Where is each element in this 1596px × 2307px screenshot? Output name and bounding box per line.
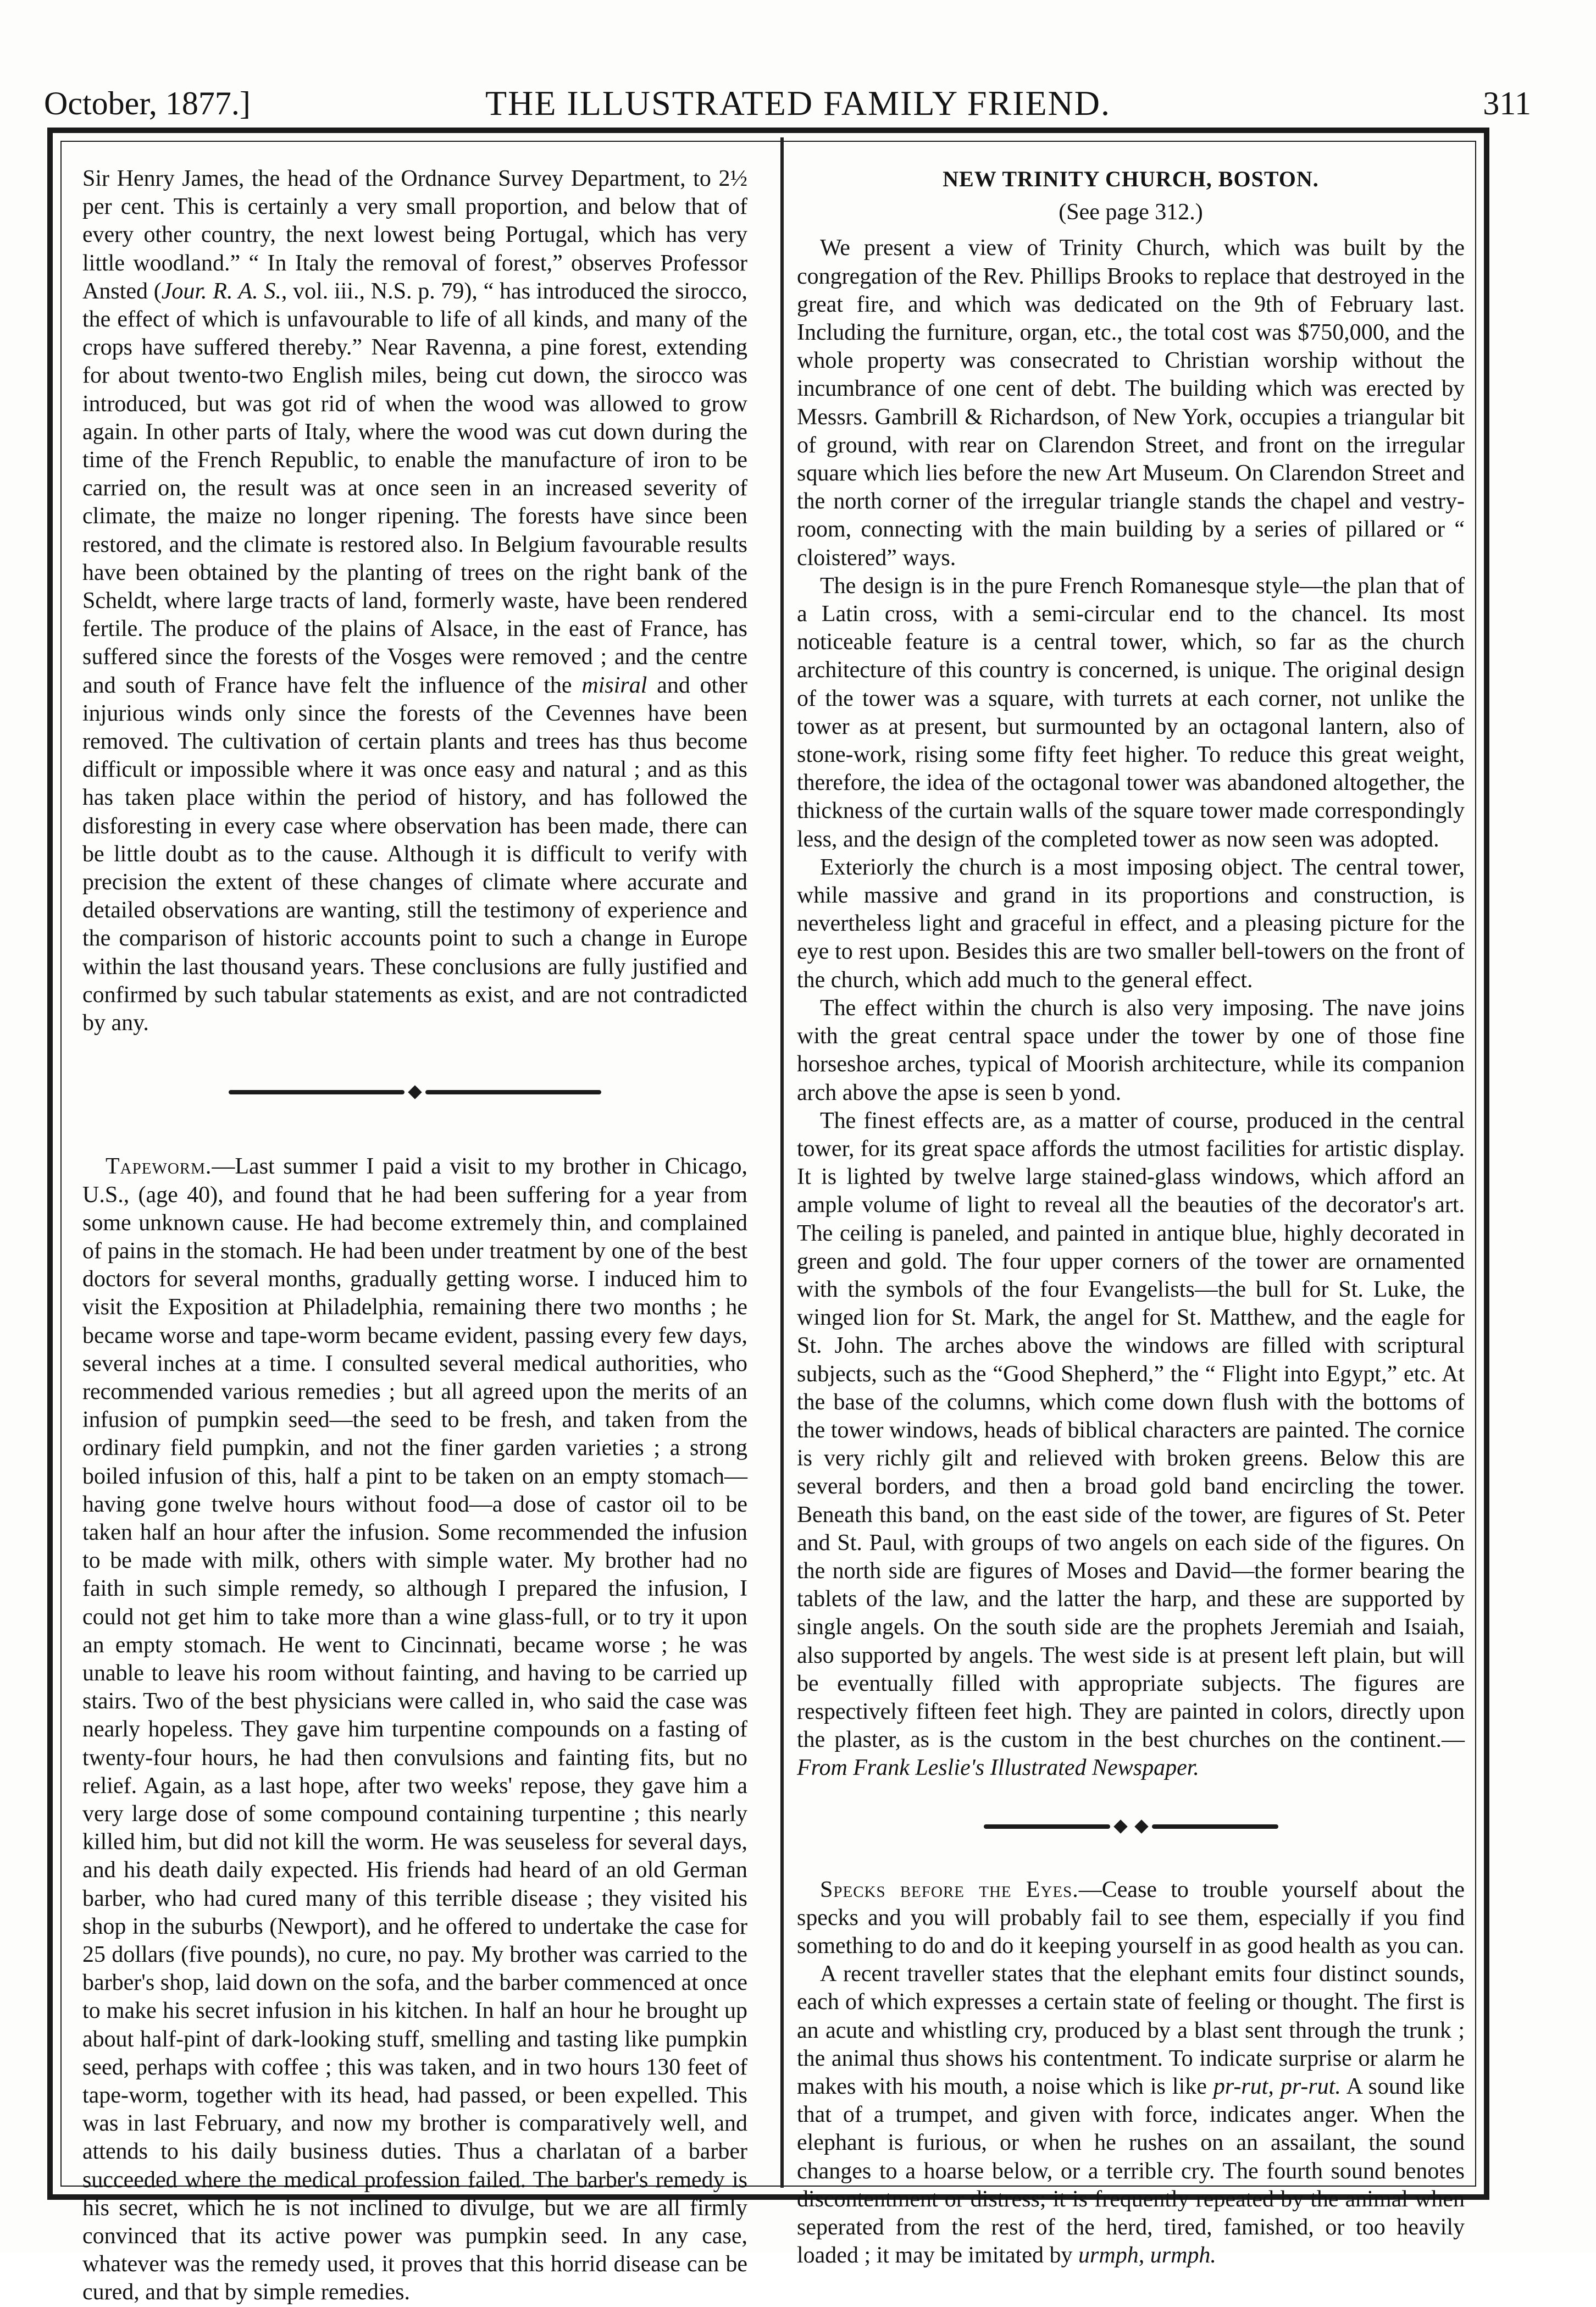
header-date: October, 1877.] xyxy=(44,85,251,121)
forest-article: Sir Henry James, the head of the Ordnance Survey Department, to 2½ per cent. This is certainly a very small proportion, and below that of every other country, the next lowest being Portugal, which has very little woodland.” “ In Italy the removal of forest,” observes Professor Ansted (Jour. R. A. S., vol. iii., N.S. p. 79), “ has introduced the sirocco, the effect of which is unfavourable to life of all kinds, and many of the crops have suffered thereby.” Near Ravenna, a pine forest, extending for about twento-two English miles, being cut down, the sirocco was introduced, but was got rid of when the wood was allowed to grow again. In other parts of Italy, where the wood was cut down during the time of the French Republic, to enable the manufacture of iron to be carried on, the result was at once seen in an increased severity of climate, the maize no longer ripening. The forests have since been restored, and the climate is restored also. In Belgium favourable results have been obtained by the planting of trees on the right bank of the Scheldt, where large tracts of land, formerly waste, have been rendered fertile. The produce of the plains of Alsace, in the east of France, has suffered since the forests of the Vosges were removed ; and the centre and south of France have felt the influence of the misiral and other injurious winds only since the forests of the Cevennes have been removed. The cultivation of certain plants and trees has thus become difficult or impossible where it was once easy and natural ; and as this has taken place within the period of history, and has followed the disforesting in every case where observation has been made, there can be little doubt as to the cause. Although it is difficult to verify with precision the extent of these changes of climate where accurate and detailed observations are wanting, still the testimony of experience and the comparison of historic accounts point to such a change in Europe within the last thousand years. These conclusions are fully justified and confirmed by such tabular statements as exist, and are not contradicted by any. xyxy=(82,166,747,1036)
specks-heading: Specks before the Eyes. xyxy=(820,1877,1079,1902)
church-article-subtitle: (See page 312.) xyxy=(1059,200,1203,225)
church-source: From Frank Leslie's Illustrated Newspaper. xyxy=(797,1755,1199,1781)
church-paragraph-5: The finest effects are, as a matter of course, produced in the central tower, for its great space affords the utmost facilities for artistic display. It is lighted by twelve large stained-glass windows, which afford an ample volume of light to reveal all the beauties of the decorator's art. The ceiling is paneled, and painted in antique blue, highly decorated in green and gold. The four upper corners of the tower are ornamented with the symbols of the four Evangelists—the bull for St. Luke, the winged lion for St. Mark, the angel for St. Matthew, and the eagle for St. John. The arches above the windows are filled with scriptural subjects, such as the “Good Shepherd,” the “ Flight into Egypt,” etc. At the base of the columns, which come down flush with the bottoms of the tower windows, heads of biblical characters are painted. The cornice is very richly gilt and relieved with broken greens. Below this are several borders, and then a broad gold band encircling the tower. Beneath this band, on the east side of the tower, are figures of St. Peter and St. Paul, with groups of two angels on each side of the figures. On the north side are figures of Moses and David—the former bearing the tablets of the law, and the latter the harp, and these are supported by single angels. On the south side are the prophets Jeremiah and Isaiah, also supported by angels. The west side is at present left plain, but will be eventually filled with appropriate subjects. The figures are respectively fifteen feet high. They are painted in colors, directly upon the plaster, as is the custom in the best churches on the continent.—From Frank Leslie's Illustrated Newspaper. xyxy=(797,1108,1465,1781)
column-divider xyxy=(780,137,784,2188)
section-ornament-left xyxy=(82,1076,747,1109)
church-paragraph-1: We present a view of Trinity Church, which was built by the congregation of the Rev. Phillips Brooks to replace that destroyed in the great fire, and which was dedicated on the 9th of February last. Including the furniture, organ, etc., the total cost was $750,000, and the whole property was consecrated to Christian worship without the incumbrance of one cent of debt. The building which was erected by Messrs. Gambrill & Richardson, of New York, occupies a triangular bit of ground, with rear on Clarendon Street, and front on the irregular square which lies before the new Art Museum. On Clarendon Street and the north corner of the irregular triangle stands the chapel and vestry-room, connecting with the main building by a series of pillared or “ cloistered” ways. xyxy=(797,235,1465,571)
section-ornament-right xyxy=(797,1810,1465,1843)
church-paragraph-4: The effect within the church is also very imposing. The nave joins with the great central space under the tower by one of those fine horseshoe arches, typical of Moorish architecture, while its companion arch above the apse is seen b yond. xyxy=(797,995,1465,1105)
church-paragraph-3: Exteriorly the church is a most imposing object. The central tower, while massive and grand in its proportions and construction, is nevertheless light and graceful in effect, and a pleasing picture for the eye to rest upon. Besides this are two smaller bell-towers on the front of the church, which add much to the general effect. xyxy=(797,854,1465,993)
tapeworm-heading: Tapeworm. xyxy=(106,1154,212,1180)
church-paragraph-2: The design is in the pure French Romanesque style—the plan that of a Latin cross, with a semi-circular end to the chancel. Its most noticeable feature is a central tower, which, so far as the church architecture of this country is concerned, is unique. The original design of the tower was a square, with turrets at each corner, not unlike the tower as at present, but surmounted by an octagonal lantern, also of stone-work, rising some fifty feet higher. To reduce this great weight, therefore, the idea of the octagonal tower was abandoned altogether, the thickness of the curtain walls of the square tower made correspondingly less, and the design of the completed tower as now seen was adopted. xyxy=(797,573,1465,852)
left-column xyxy=(82,165,747,2307)
church-article-title: NEW TRINITY CHURCH, BOSTON. xyxy=(943,167,1319,191)
specks-article: Specks before the Eyes.—Cease to trouble yourself about the specks and you will probably fail to see them, especially if you find something to do and do it keeping yourself in as good health as you can. xyxy=(797,1877,1465,1959)
tapeworm-article: Tapeworm.—Last summer I paid a visit to my brother in Chicago, U.S., (age 40), and found that he had been suffering for a year from some unknown cause. He had become extremely thin, and complained of pains in the stomach. He had been under treatment by one of the best doctors for several months, gradually getting worse. I induced him to visit the Exposition at Philadelphia, remaining there two months ; he became worse and tape-worm became evident, passing every few days, several inches at a time. I consulted several medical authorities, who recommended various remedies ; but all agreed upon the merits of an infusion of pumpkin seed—the seed to be fresh, and taken from the ordinary field pumpkin, and not the finer garden varieties ; a strong boiled infusion of this, half a pint to be taken on an empty stomach—having gone twelve hours without food—a dose of castor oil to be taken half an hour after the infusion. Some recommended the infusion to be made with milk, others with simple water. My brother had no faith in such simple remedy, so although I prepared the infusion, I could not get him to take more than a wine glass-full, or to try it upon an empty stomach. He went to Cincinnati, became worse ; he was unable to leave his room without fainting, and having to be carried up stairs. Two of the best physicians were called in, who said the case was nearly hopeless. They gave him turpentine compounds on a fasting of twenty-four hours, he had then convulsions and fainting fits, but no relief. Again, as a last hope, after two weeks' repose, they gave him a very large dose of some compound containing turpentine ; this nearly killed him, but did not kill the worm. He was seuseless for several days, and his death daily expected. His friends had heard of an old German barber, who had cured many of this terrible disease ; they visited his shop in the suburbs (Newport), and he offered to undertake the case for 25 dollars (five pounds), no cure, no pay. My brother was carried to the barber's shop, laid down on the sofa, and the barber commenced at once to make his secret infusion in his kitchen. In half an hour he brought up about half-pint of dark-looking stuff, smelling and tasting like pumpkin seed, perhaps with coffee ; this was taken, and in two hours 130 feet of tape-worm, together with its head, had passed, or been expelled. This was in last February, and now my brother is comparatively well, and attends to his daily business duties. Thus a charlatan of a barber succeeded where the medical profession failed. The barber's remedy is his secret, which he is not inclined to divulge, but we are all firmly convinced that its active power was pumpkin seed. In any case, whatever was the remedy used, it proves that this horrid disease can be cured, and that by simple remedies. xyxy=(82,1154,747,2305)
header-title: THE ILLUSTRATED FAMILY FRIEND. xyxy=(485,84,1111,123)
right-column xyxy=(797,165,1465,2270)
elephant-article: A recent traveller states that the elephant emits four distinct sounds, each of which expresses a certain state of feeling or thought. The first is an acute and whistling cry, produced by a blast sent through the trunk ; the animal thus shows his contentment. To indicate surprise or alarm he makes with his mouth, a noise which is like pr-rut, pr-rut. A sound like that of a trumpet, and given with force, indicates anger. When the elephant is furious, or when he rushes on an assailant, the sound changes to a hoarse below, or a terrible cry. The fourth sound benotes discontentment or distress; it is frequently repeated by the animal when seperated from the rest of the herd, tired, famished, or too heavily loaded ; it may be imitated by urmph, urmph. xyxy=(797,1961,1465,2269)
header-page-number: 311 xyxy=(1483,85,1531,121)
